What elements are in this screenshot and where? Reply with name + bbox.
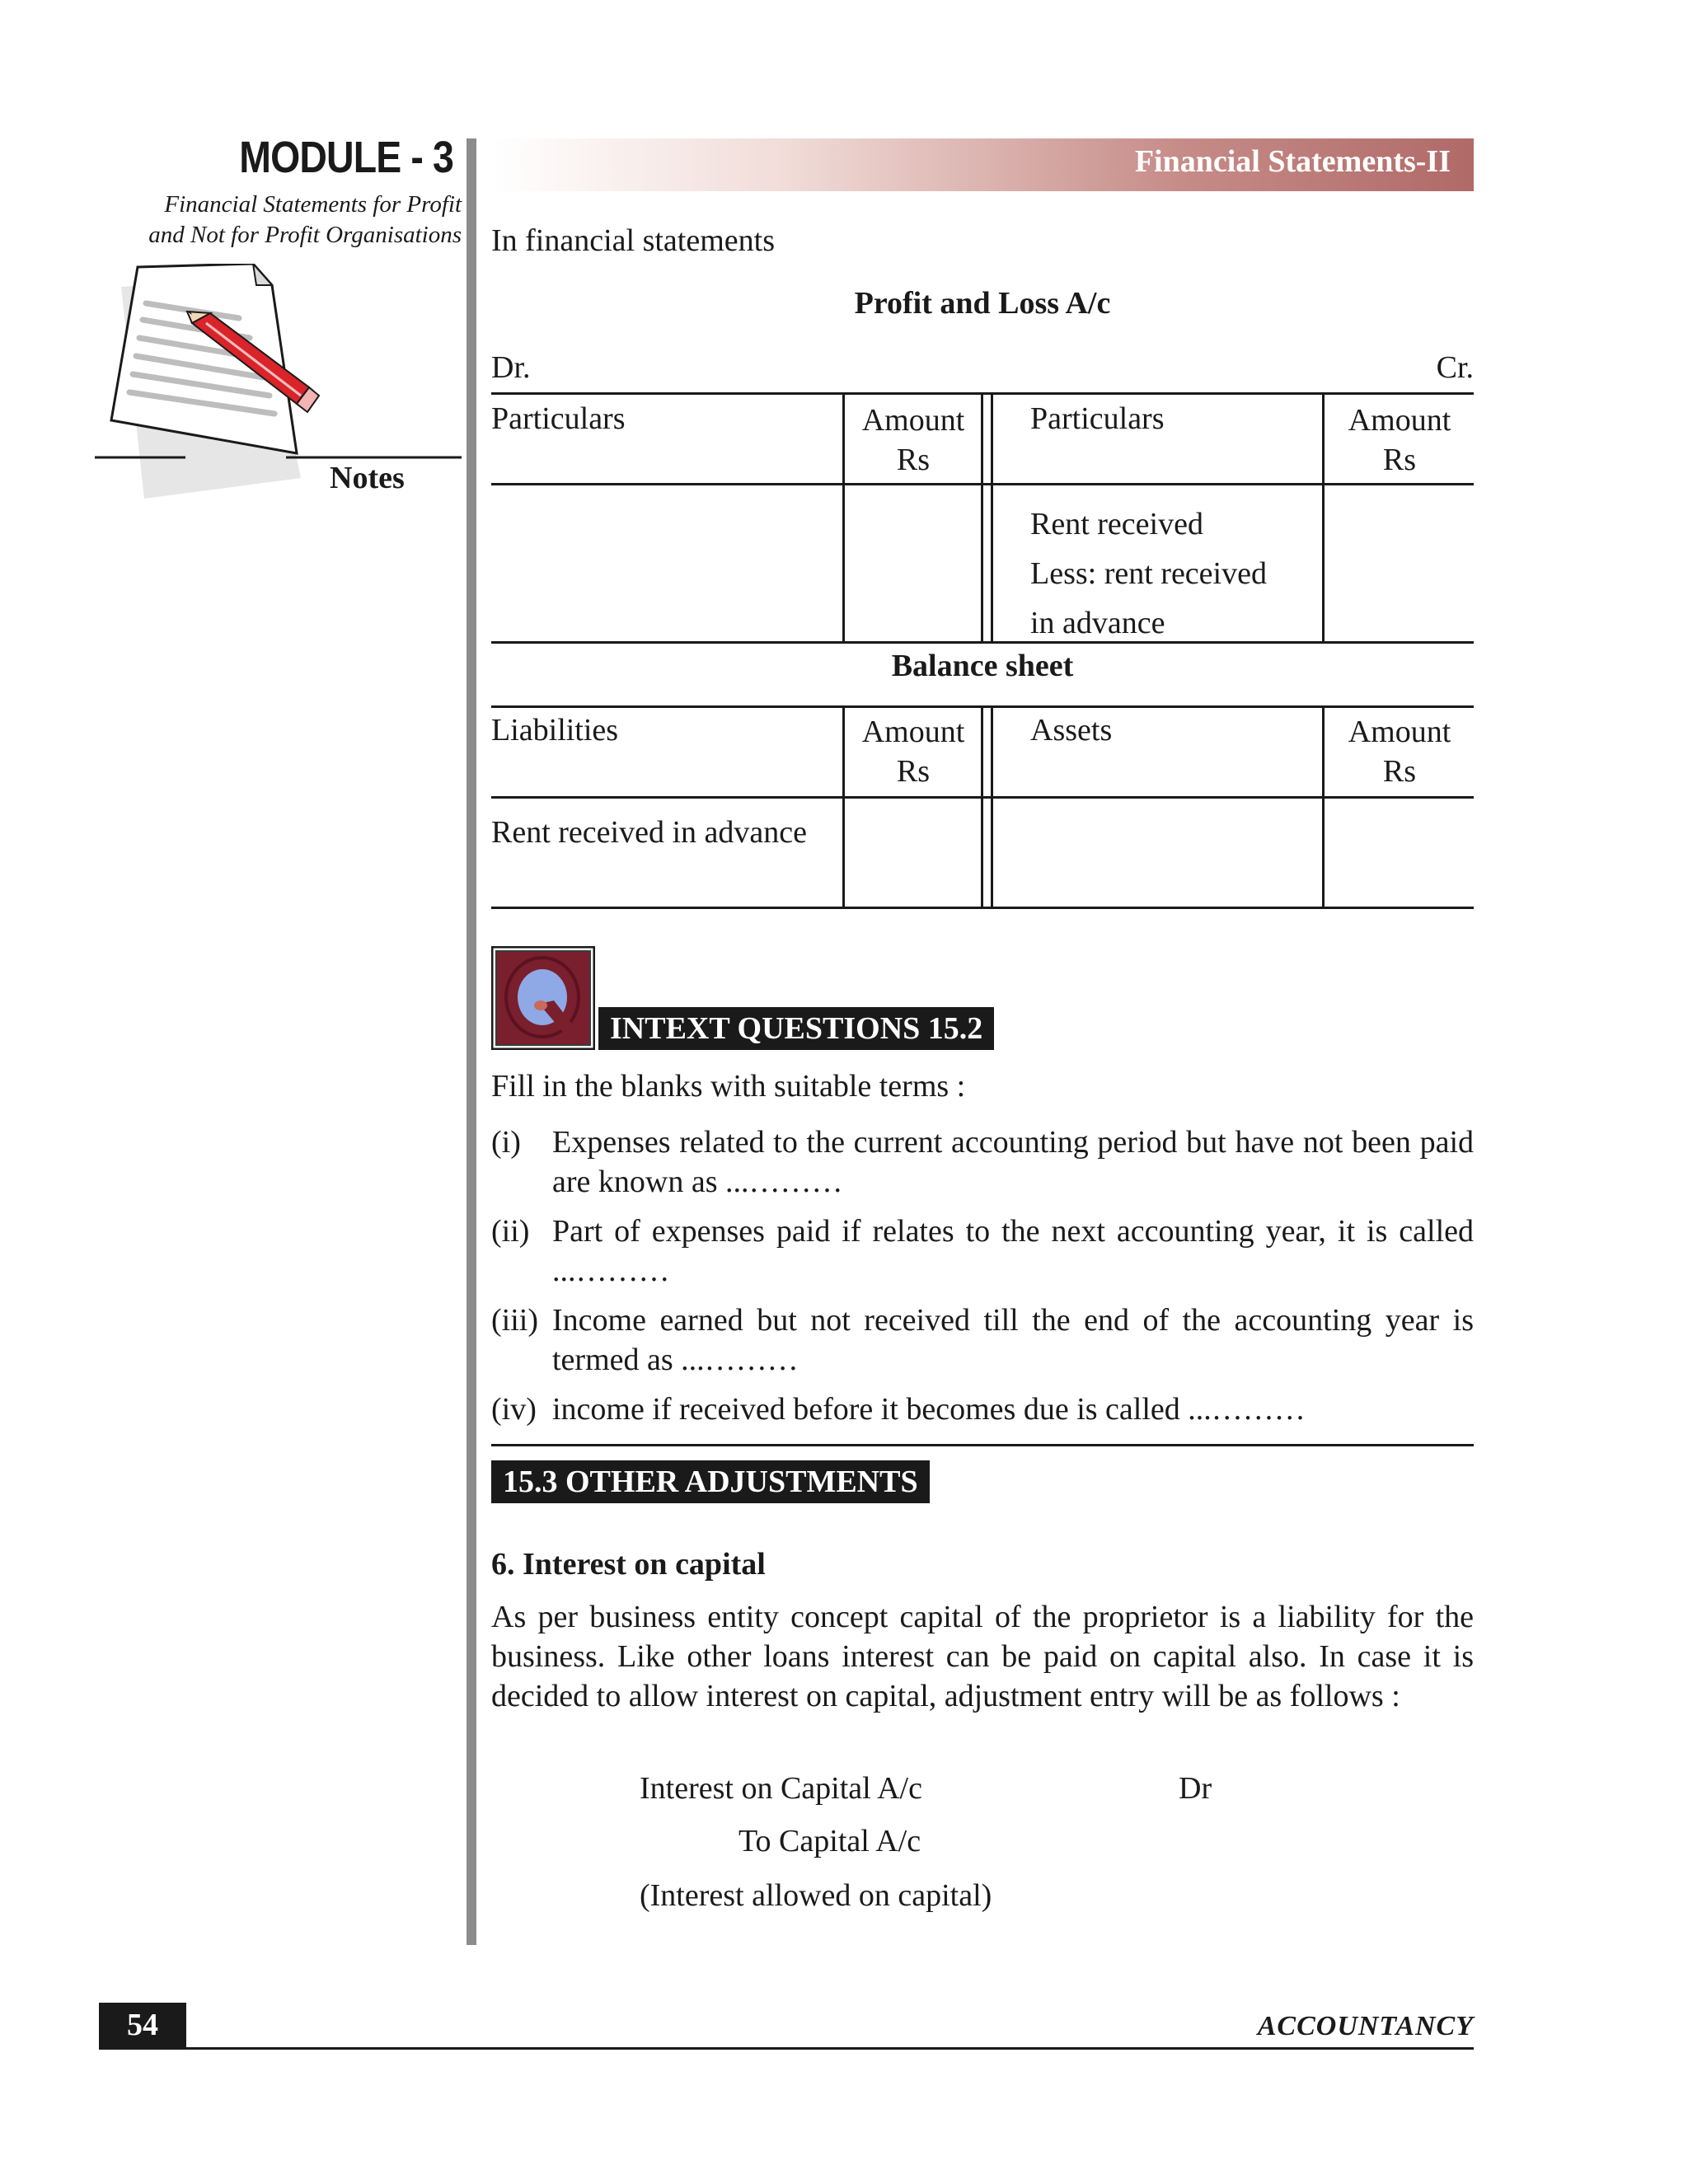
module-title: MODULE - 3 (239, 133, 453, 182)
notes-label: Notes (330, 461, 405, 495)
bs-header-assets: Assets (1030, 713, 1113, 748)
chapter-banner (491, 138, 1474, 191)
margin-divider (467, 138, 476, 1945)
entry-debit-account: Interest on Capital A/c (640, 1771, 922, 1806)
section-paragraph: As per business entity concept capital of the proprietor is a liability for the business. Like other loans interest can be paid on capital also. In case it is decided to allow interest on capital, adjustment entry will be as follows : (491, 1600, 1474, 1713)
table-row: Rent received in advance (491, 815, 807, 850)
intext-questions-heading: INTEXT QUESTIONS 15.2 (598, 1007, 994, 1050)
section-subheading: 6. Interest on capital (491, 1547, 766, 1582)
entry-dr-label: Dr (1179, 1771, 1212, 1806)
bs-col-divider-2b (991, 705, 993, 909)
banner-title: Financial Statements-II (1134, 144, 1451, 179)
table-row: Rent received (1030, 507, 1203, 541)
pl-header-left-amount: Amount Rs (861, 403, 965, 477)
page-number: 54 (99, 2003, 186, 2047)
pl-col-divider-2b (991, 392, 993, 644)
table-row: in advance (1030, 606, 1165, 640)
table-row: Less: rent received (1030, 556, 1267, 591)
bs-header-right-amount: Amount Rs (1348, 715, 1451, 789)
bs-col-divider-3 (1322, 705, 1325, 909)
pl-header-right-particulars: Particulars (1030, 401, 1165, 436)
module-subtitle (99, 190, 462, 251)
pl-cr-label: Cr. (1436, 350, 1474, 385)
bs-header-left-amount: Amount Rs (861, 715, 965, 789)
list-item: (iv) income if received before it becomes due is called ...……… (491, 1392, 1306, 1427)
entry-credit-account: To Capital A/c (738, 1824, 921, 1858)
section-heading: 15.3 OTHER ADJUSTMENTS (491, 1460, 930, 1503)
bs-col-divider-2a (981, 705, 983, 909)
bs-col-divider-1 (842, 705, 845, 909)
module-subtitle-line1: Financial Statements for Profit (164, 191, 462, 218)
section-divider (491, 1444, 1474, 1446)
bs-title: Balance sheet (891, 649, 1074, 683)
pl-header-left-particulars: Particulars (491, 401, 626, 436)
footer-rule (99, 2047, 1474, 2050)
pl-title: Profit and Loss A/c (854, 286, 1111, 321)
pl-col-divider-2a (981, 392, 983, 644)
module-subtitle-line2: and Not for Profit Organisations (148, 222, 462, 248)
list-item: (ii) Part of expenses paid if relates to the next accounting year, it is called ...……… (491, 1214, 1474, 1288)
entry-narration: (Interest allowed on capital) (640, 1878, 992, 1913)
notes-pencil-icon (95, 264, 474, 503)
pl-col-divider-1 (842, 392, 845, 644)
pl-header-right-amount: Amount Rs (1348, 403, 1451, 477)
intro-text: In financial statements (491, 223, 775, 258)
list-item: (i) Expenses related to the current accounting period but have not been paid are known as ...……… (491, 1125, 1474, 1199)
bs-header-liabilities: Liabilities (491, 713, 619, 748)
pl-dr-label: Dr. (491, 350, 531, 385)
question-q-icon (491, 946, 595, 1050)
list-item: (iii) Income earned but not received till the end of the accounting year is termed as ...……… (491, 1303, 1474, 1377)
pl-col-divider-3 (1322, 392, 1325, 644)
intext-instruction: Fill in the blanks with suitable terms : (491, 1069, 966, 1104)
pl-right-entries (1030, 499, 1267, 648)
footer-subject: ACCOUNTANCY (1257, 2011, 1474, 2041)
